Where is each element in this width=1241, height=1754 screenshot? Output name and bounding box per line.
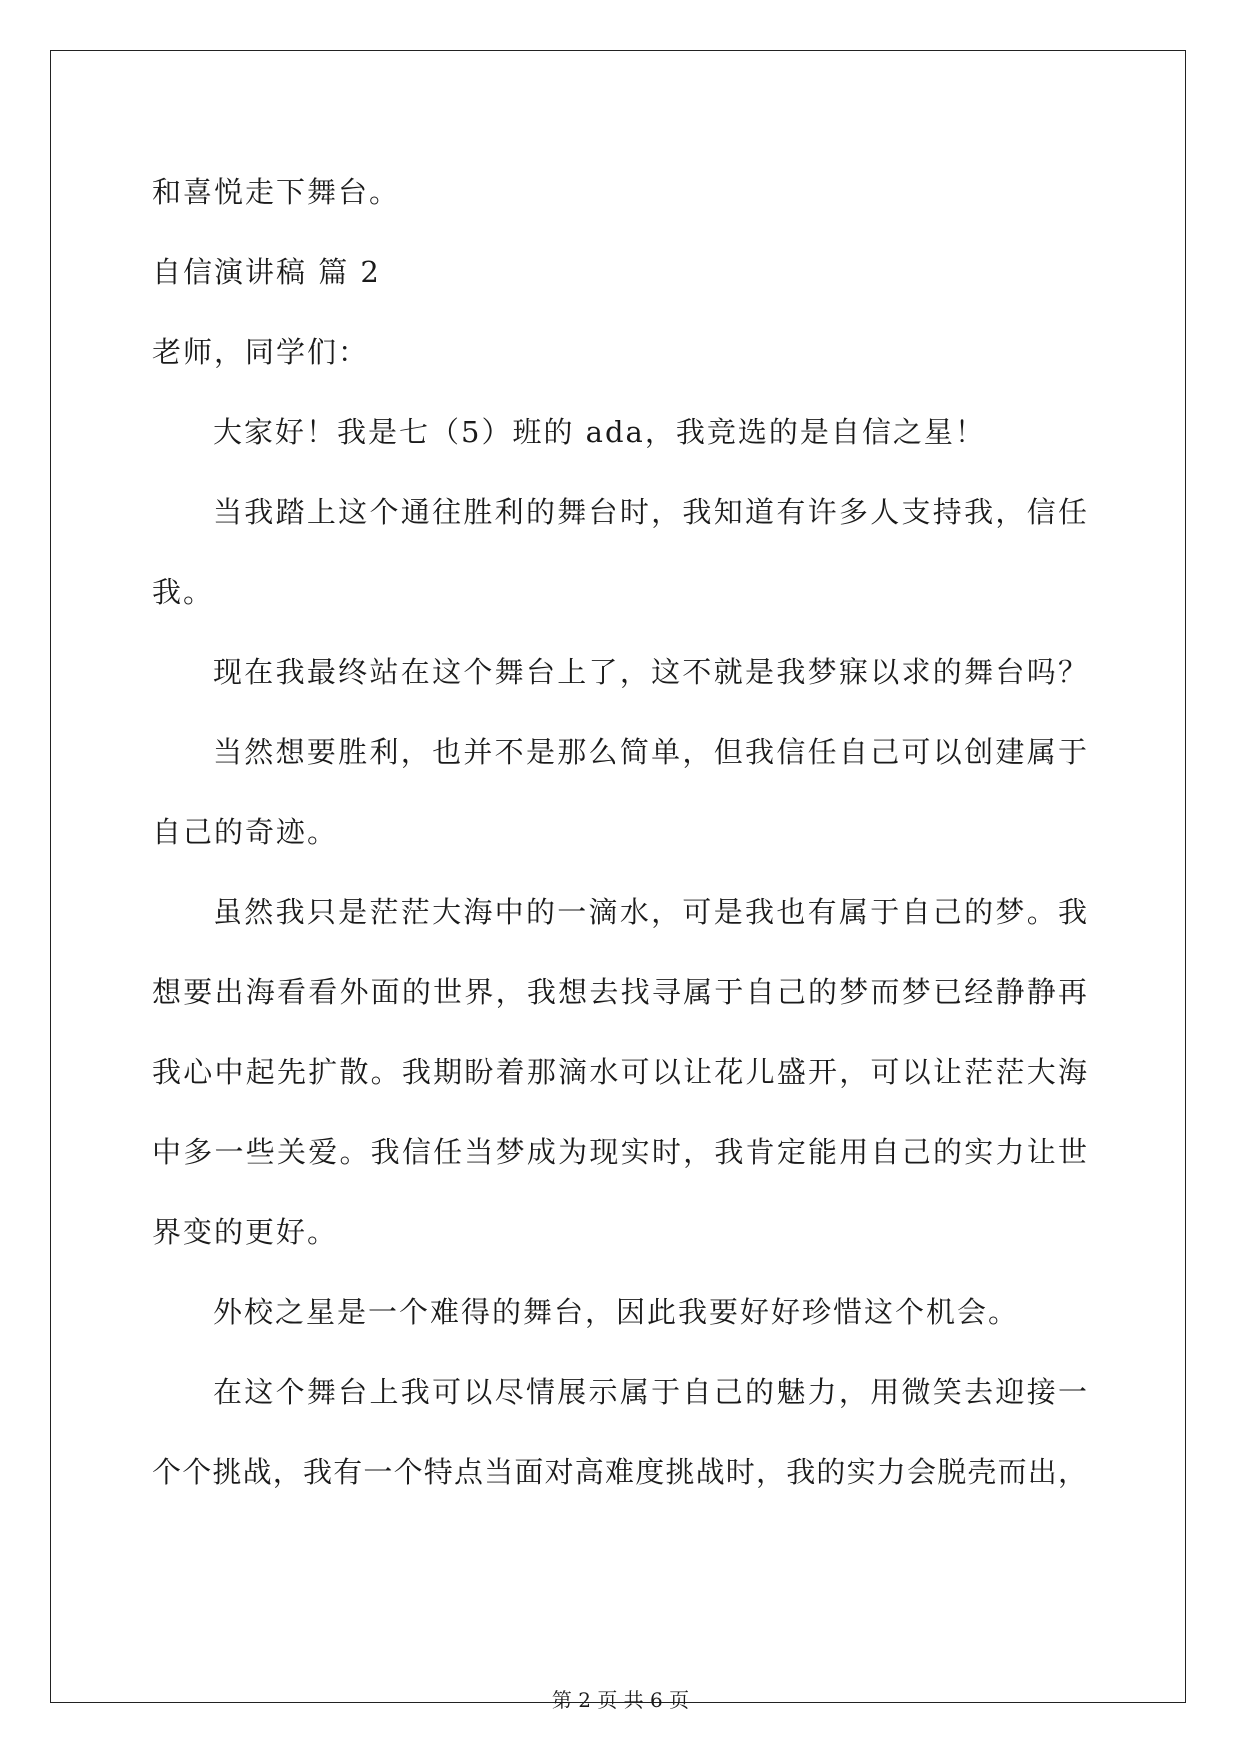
paragraph-line: 在这个舞台上我可以尽情展示属于自己的魅力，用微笑去迎接一: [213, 1375, 1087, 1409]
paragraph-line: 个个挑战，我有一个特点当面对高难度挑战时，我的实力会脱壳而出，: [152, 1455, 1087, 1489]
paragraph-line: 外校之星是一个难得的舞台，因此我要好好珍惜这个机会。: [213, 1295, 1020, 1329]
paragraph-line: 想要出海看看外面的世界，我想去找寻属于自己的梦而梦已经静静再: [152, 975, 1087, 1009]
paragraph-line: 界变的更好。: [152, 1215, 339, 1249]
paragraph-line: 虽然我只是茫茫大海中的一滴水，可是我也有属于自己的梦。我: [213, 895, 1087, 929]
paragraph-line: 现在我最终站在这个舞台上了，这不就是我梦寐以求的舞台吗？: [213, 655, 1087, 689]
paragraph-line: 中多一些关爱。我信任当梦成为现实时，我肯定能用自己的实力让世: [152, 1135, 1087, 1169]
salutation: 老师，同学们：: [152, 335, 370, 369]
section-heading: 自信演讲稿 篇 2: [152, 255, 381, 289]
paragraph-line: 我心中起先扩散。我期盼着那滴水可以让花儿盛开，可以让茫茫大海: [152, 1055, 1087, 1089]
paragraph-line: 当我踏上这个通往胜利的舞台时，我知道有许多人支持我，信任: [213, 495, 1087, 529]
paragraph-line: 我。: [152, 575, 215, 609]
body-line: 和喜悦走下舞台。: [152, 175, 401, 209]
paragraph-line: 当然想要胜利，也并不是那么简单，但我信任自己可以创建属于: [213, 735, 1087, 769]
paragraph-line: 自己的奇迹。: [152, 815, 339, 849]
page-number-footer: 第 2 页 共 6 页: [551, 1688, 690, 1712]
paragraph-line: 大家好！我是七（5）班的 ada，我竞选的是自信之星！: [213, 415, 986, 449]
